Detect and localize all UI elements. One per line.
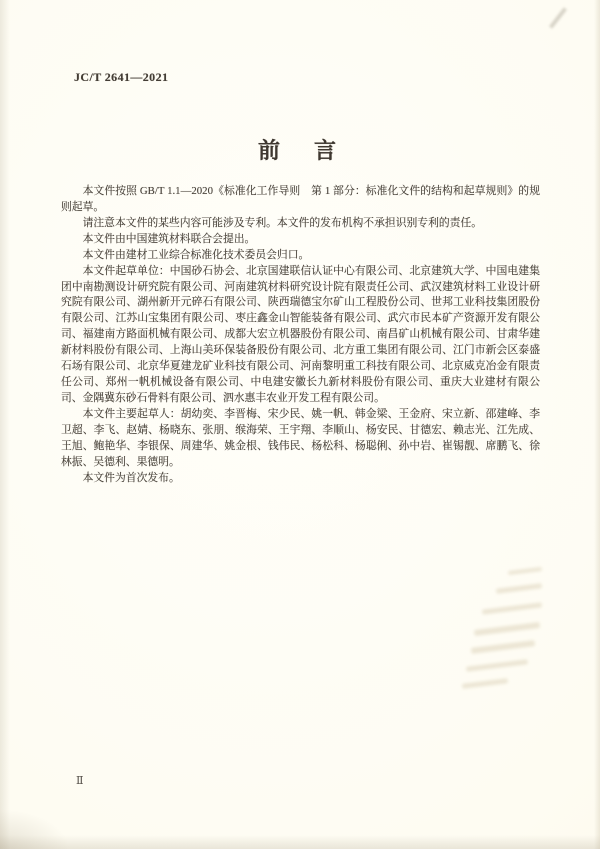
standard-code-header: JC/T 2641—2021 xyxy=(74,70,169,84)
scan-artifact-streak xyxy=(549,7,567,28)
bleed-through-mark xyxy=(466,659,528,672)
page-number: Ⅱ xyxy=(76,775,85,787)
bleed-through-mark xyxy=(482,602,542,614)
bleed-through-mark xyxy=(471,640,535,654)
page-edge-shadow-left xyxy=(0,0,10,849)
foreword-paragraph-patent-notice: 请注意本文件的某些内容可能涉及专利。本文件的发布机构不承担识别专利的责任。 xyxy=(82,216,483,229)
page-title: 前 言 xyxy=(257,138,342,163)
bleed-through-mark xyxy=(496,583,542,594)
foreword-paragraph-proposed-by: 本文件由中国建筑材料联合会提出。 xyxy=(82,232,256,245)
page-edge-shadow-right xyxy=(594,0,600,849)
foreword-paragraph-first-issue: 本文件为首次发布。 xyxy=(82,471,180,484)
bleed-through-mark xyxy=(462,678,508,689)
bleed-through-mark xyxy=(474,622,540,636)
foreword-paragraph-drafting-rules: 本文件按照 GB/T 1.1—2020《标准化工作导则 第 1 部分：标准化文件的结构和起草规则》的规则起草。 xyxy=(61,185,540,213)
bleed-through-mark xyxy=(508,567,542,575)
page-edge-shadow-bottom xyxy=(0,835,600,849)
foreword-paragraph-main-drafters: 本文件主要起草人：胡幼奕、李晋梅、宋少民、姚一帆、韩金梁、王金府、宋立新、邵建峰、李卫超、李飞、赵婧、杨晓东、张朋、缑海荣、王宇翔、李顺山、杨安民、甘德宏、赖志光、江先成、王旭、鲍艳华、李银保、周建华、姚金根、钱伟民、杨松科、杨聪俐、孙中岩、崔锡靓、席鹏飞、徐林振、吴德利、果德明。 xyxy=(61,407,540,468)
foreword-paragraph-drafting-organizations: 本文件起草单位：中国砂石协会、北京国建联信认证中心有限公司、北京建筑大学、中国电建集团中南勘测设计研究院有限公司、河南建筑材料研究设计院有限责任公司、武汉建筑材料工业设计研究院有限公司、湖州新开元碎石有限公司、陕西瑞德宝尔矿山工程股份公司、世邦工业科技集团股份有限公司、江苏山宝集团有限公司、枣庄鑫金山智能装备有限公司、武穴市民本矿产资源开发有限公司、福建南方路面机械有限公司、成都大宏立机器股份有限公司、南昌矿山机械有限公司、甘肃华建新材料股份有限公司、上海山美环保装备股份有限公司、北方重工集团有限公司、江门市新会区泰盛石场有限公司、北京华夏建龙矿业科技有限公司、河南黎明重工科技有限公司、北京威克冶金有限责任公司、郑州一帆机械设备有限公司、中电建安徽长九新材料股份有限公司、重庆大业建材有限公司、金隅冀东砂石骨料有限公司、泗水惠丰农业开发工程有限公司。 xyxy=(61,264,540,404)
foreword-paragraph-centralized-by: 本文件由建材工业综合标准化技术委员会归口。 xyxy=(82,248,310,261)
foreword-body xyxy=(61,184,540,487)
page-corner-shadow xyxy=(0,809,70,849)
